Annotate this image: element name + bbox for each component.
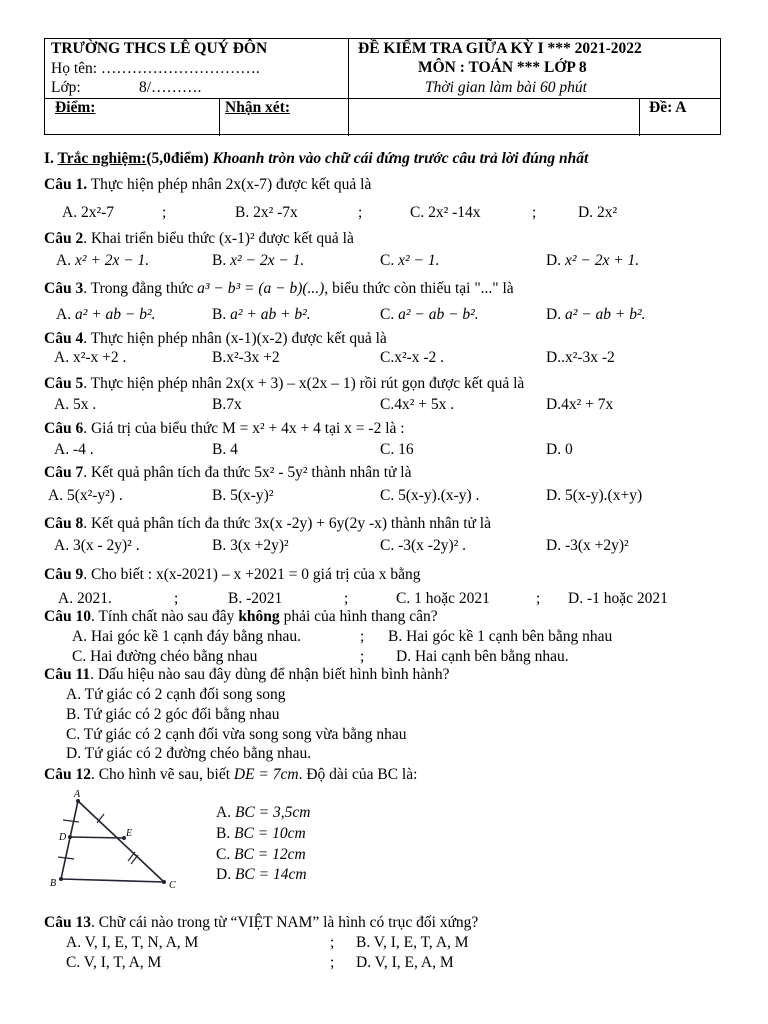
q13-option-a[interactable]: A. V, I, E, T, N, A, M xyxy=(66,934,199,951)
comment-label: Nhận xét: xyxy=(225,99,291,116)
name-label: Họ tên: …………………………. xyxy=(51,60,260,77)
q10-option-b[interactable]: B. Hai góc kề 1 cạnh bên bằng nhau xyxy=(388,628,613,645)
q12-option-b[interactable]: B. BC = 10cm xyxy=(216,825,306,842)
q8-option-a[interactable]: A. 3(x - 2y)² . xyxy=(54,537,140,554)
q8-option-d[interactable]: D. -3(x +2y)² xyxy=(546,537,629,554)
header-table xyxy=(44,38,721,135)
section-instruction: Khoanh tròn vào chữ cái đứng trước câu trả lời đúng nhất xyxy=(212,150,589,167)
q5-option-b[interactable]: B.7x xyxy=(212,396,242,413)
q7-option-a[interactable]: A. 5(x²-y²) . xyxy=(48,487,123,504)
q12-option-c[interactable]: C. BC = 12cm xyxy=(216,846,306,863)
question-6: Câu 6. Giá trị của biểu thức M = x² + 4x + 4 tại x = -2 là : xyxy=(44,420,405,437)
exam-code: Đề: A xyxy=(649,99,687,116)
q1-option-d[interactable]: D. 2x² xyxy=(578,204,618,221)
school-name: TRƯỜNG THCS LÊ QUÝ ĐÔN xyxy=(51,40,268,57)
q12-option-d[interactable]: D. BC = 14cm xyxy=(216,866,307,883)
q9-option-d[interactable]: D. -1 hoặc 2021 xyxy=(568,590,668,607)
exam-title: ĐỀ KIỂM TRA GIỮA KỲ I *** 2021-2022 xyxy=(358,40,642,57)
q11-option-a[interactable]: A. Tứ giác có 2 cạnh đối song song xyxy=(66,686,286,703)
score-label: Điểm: xyxy=(55,99,96,116)
q8-option-b[interactable]: B. 3(x +2y)² xyxy=(212,537,289,554)
q9-option-b[interactable]: B. -2021 xyxy=(228,590,283,607)
q7-option-b[interactable]: B. 5(x-y)² xyxy=(212,487,274,504)
q9-sep: ; xyxy=(536,590,541,607)
q9-option-c[interactable]: C. 1 hoặc 2021 xyxy=(396,590,490,607)
q4-option-a[interactable]: A. x²-x +2 . xyxy=(54,349,127,366)
vertex-a-label: A xyxy=(74,789,81,800)
class-value: 8/………. xyxy=(139,79,202,96)
q10-sep: ; xyxy=(360,628,365,645)
q13-option-b[interactable]: B. V, I, E, T, A, M xyxy=(356,934,469,951)
q2-option-c[interactable]: C. x² − 1. xyxy=(380,252,440,269)
section-title: I. Trắc nghiệm:(5,0điểm) Khoanh tròn vào chữ cái đứng trước câu trả lời đúng nhất xyxy=(44,150,589,167)
q1-option-a[interactable]: A. 2x²-7 xyxy=(62,204,115,221)
question-7: Câu 7. Kết quả phân tích đa thức 5x² - 5y² thành nhân tử là xyxy=(44,464,412,481)
question-2: Câu 2. Khai triển biểu thức (x-1)² được kết quả là xyxy=(44,230,354,247)
question-3: Câu 3. Trong đẳng thức a³ − b³ = (a − b)(...), biểu thức còn thiếu tại "..." là xyxy=(44,280,514,297)
q10-option-a[interactable]: A. Hai góc kề 1 cạnh đáy bằng nhau. xyxy=(72,628,301,645)
q10-sep: ; xyxy=(360,648,365,665)
q13-sep: ; xyxy=(330,934,335,951)
question-4: Câu 4. Thực hiện phép nhân (x-1)(x-2) được kết quả là xyxy=(44,330,387,347)
q13-option-c[interactable]: C. V, I, T, A, M xyxy=(66,954,162,971)
q10-option-d[interactable]: D. Hai cạnh bên bằng nhau. xyxy=(396,648,569,665)
question-5: Câu 5. Thực hiện phép nhân 2x(x + 3) – x(2x – 1) rồi rút gọn được kết quả là xyxy=(44,375,525,392)
exam-subject: MÔN : TOÁN *** LỚP 8 xyxy=(418,59,587,76)
point-e-label: E xyxy=(126,828,133,839)
q5-option-a[interactable]: A. 5x . xyxy=(54,396,97,413)
q7-option-c[interactable]: C. 5(x-y).(x-y) . xyxy=(380,487,480,504)
vertex-b-label: B xyxy=(50,878,57,889)
q11-option-c[interactable]: C. Tứ giác có 2 cạnh đối vừa song song vừa bằng nhau xyxy=(66,726,407,743)
question-13: Câu 13. Chữ cái nào trong từ “VIỆT NAM” là hình có trục đối xứng? xyxy=(44,914,479,931)
q7-option-d[interactable]: D. 5(x-y).(x+y) xyxy=(546,487,643,504)
question-9: Câu 9. Cho biết : x(x-2021) – x +2021 = 0 giá trị của x bằng xyxy=(44,566,421,583)
q4-option-d[interactable]: D..x²-3x -2 xyxy=(546,349,615,366)
q6-option-c[interactable]: C. 16 xyxy=(380,441,414,458)
question-1: Câu 1. Thực hiện phép nhân 2x(x-7) được kết quả là xyxy=(44,176,372,193)
q13-option-d[interactable]: D. V, I, E, A, M xyxy=(356,954,454,971)
q3-option-c[interactable]: C. a² − ab − b². xyxy=(380,306,479,323)
q9-sep: ; xyxy=(344,590,349,607)
point-d-label: D xyxy=(59,832,67,843)
class-label: Lớp: xyxy=(51,79,81,96)
q2-option-b[interactable]: B. x² − 2x − 1. xyxy=(212,252,305,269)
q4-option-c[interactable]: C.x²-x -2 . xyxy=(380,349,445,366)
triangle-figure xyxy=(44,786,184,896)
q6-option-a[interactable]: A. -4 . xyxy=(54,441,94,458)
q5-option-d[interactable]: D.4x² + 7x xyxy=(546,396,614,413)
q2-option-a[interactable]: A. x² + 2x − 1. xyxy=(56,252,150,269)
q11-option-d[interactable]: D. Tứ giác có 2 đường chéo bằng nhau. xyxy=(66,745,312,762)
q3-option-a[interactable]: A. a² + ab − b². xyxy=(56,306,156,323)
question-10: Câu 10. Tính chất nào sau đây không phải của hình thang cân? xyxy=(44,608,438,625)
vertex-c-label: C xyxy=(169,880,176,891)
q5-option-c[interactable]: C.4x² + 5x . xyxy=(380,396,455,413)
exam-time: Thời gian làm bài 60 phút xyxy=(425,79,587,96)
q1-sep: ; xyxy=(532,204,537,221)
q1-option-b[interactable]: B. 2x² -7x xyxy=(235,204,298,221)
q12-option-a[interactable]: A. BC = 3,5cm xyxy=(216,804,311,821)
q1-option-c[interactable]: C. 2x² -14x xyxy=(410,204,481,221)
q2-option-d[interactable]: D. x² − 2x + 1. xyxy=(546,252,640,269)
q11-option-b[interactable]: B. Tứ giác có 2 góc đối bằng nhau xyxy=(66,706,280,723)
q6-option-d[interactable]: D. 0 xyxy=(546,441,573,458)
q3-option-b[interactable]: B. a² + ab + b². xyxy=(212,306,311,323)
q13-sep: ; xyxy=(330,954,335,971)
q6-option-b[interactable]: B. 4 xyxy=(212,441,238,458)
q9-option-a[interactable]: A. 2021. xyxy=(58,590,112,607)
q8-option-c[interactable]: C. -3(x -2y)² . xyxy=(380,537,467,554)
q1-sep: ; xyxy=(162,204,167,221)
q9-sep: ; xyxy=(174,590,179,607)
question-12: Câu 12. Cho hình vẽ sau, biết DE = 7cm. Độ dài của BC là: xyxy=(44,766,418,783)
q3-option-d[interactable]: D. a² − ab + b². xyxy=(546,306,646,323)
q10-option-c[interactable]: C. Hai đường chéo bằng nhau xyxy=(72,648,258,665)
question-8: Câu 8. Kết quả phân tích đa thức 3x(x -2y) + 6y(2y -x) thành nhân tử là xyxy=(44,515,491,532)
question-11: Câu 11. Dấu hiệu nào sau đây dùng để nhận biết hình bình hành? xyxy=(44,666,450,683)
q1-sep: ; xyxy=(358,204,363,221)
q4-option-b[interactable]: B.x²-3x +2 xyxy=(212,349,280,366)
